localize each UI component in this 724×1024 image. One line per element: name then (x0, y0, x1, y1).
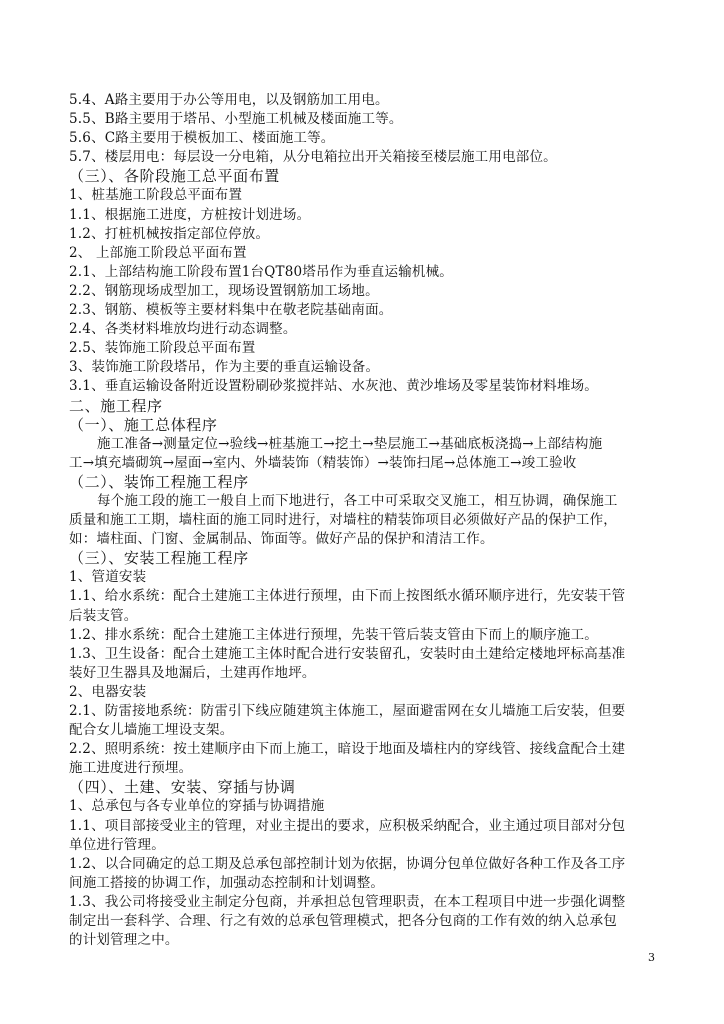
text-line: 1.3、我公司将接受业主制定分包商，并承担总包管理职责，在本工程项目中进一步强化调整 (69, 893, 626, 910)
text-line: 单位进行管理。 (69, 836, 165, 853)
section-heading: （四）、土建、安装、穿插与协调 (69, 778, 296, 797)
text-line: 间施工搭接的协调工作，加强动态控制和计划调整。 (69, 874, 385, 891)
chapter-heading: 二、施工程序 (69, 396, 163, 415)
page-number: 3 (648, 951, 655, 964)
text-line: 2.1、上部结构施工阶段布置1台QT80塔吊作为垂直运输机械。 (69, 263, 454, 280)
section-heading: （二）、装饰工程施工程序 (69, 472, 249, 491)
text-line: 2.3、钢筋、模板等主要材料集中在敬老院基础南面。 (69, 302, 393, 319)
text-line: 质量和施工工期，墙柱面的施工同时进行，对墙柱的精装饰项目必须做好产品的保护工作， (69, 512, 617, 529)
text-line: 工→填充墙砌筑→屋面→室内、外墙装饰（精装饰）→装饰扫尾→总体施工→竣工验收 (69, 454, 577, 471)
text-line: 5.7、楼层用电：每层设一分电箱，从分电箱拉出开关箱接至楼层施工用电部位。 (69, 149, 557, 166)
text-line: 配合女儿墙施工埋设支架。 (69, 722, 234, 739)
subsection-heading: 1、总承包与各专业单位的穿插与协调措施 (69, 798, 325, 815)
text-line: 每个施工段的施工一般自上而下地进行，各工中可采取交叉施工，相互协调，确保施工 (97, 492, 618, 509)
text-line: 施工进度进行预埋。 (69, 760, 193, 777)
section-heading: （一）、施工总体程序 (69, 415, 218, 434)
text-line: 1.3、卫生设备：配合土建施工主体时配合进行安装留孔，安装时由土建给定楼地坪标高基准 (69, 645, 626, 662)
text-line: 制定出一套科学、合理、行之有效的总承包管理模式，把各分包商的工作有效的纳入总承包 (69, 913, 617, 930)
text-line: 1.1、给水系统：配合土建施工主体进行预埋，由下而上按图纸水循环顺序进行，先安装干管 (69, 588, 626, 605)
text-line: 1.2、以合同确定的总工期及总承包部控制计划为依据，协调分包单位做好各种工作及各工序 (69, 855, 626, 872)
section-heading: （三）、各阶段施工总平面布置 (69, 167, 280, 186)
text-line: 2.5、装饰施工阶段总平面布置 (69, 340, 256, 357)
text-line: 5.4、A路主要用于办公等用电，以及钢筋加工用电。 (69, 92, 389, 108)
text-line: 的计划管理之中。 (69, 932, 179, 949)
text-line: 2.2、钢筋现场成型加工，现场设置钢筋加工场地。 (69, 282, 379, 299)
text-line: 1.2、打桩机械按指定部位停放。 (69, 225, 270, 242)
text-line: 3、装饰施工阶段塔吊，作为主要的垂直运输设备。 (69, 359, 380, 376)
document-body (69, 91, 659, 950)
text-line: 5.6、C路主要用于模板加工、楼面施工等。 (69, 130, 335, 147)
text-line: 施工准备→测量定位→验线→桩基施工→挖土→垫层施工→基础底板浇捣→上部结构施 (97, 435, 603, 452)
text-line: 后装支管。 (69, 607, 138, 624)
subsection-heading: 1、管道安装 (69, 569, 147, 586)
subsection-heading: 1、桩基施工阶段总平面布置 (69, 187, 243, 204)
subsection-heading: 2、电器安装 (69, 683, 147, 700)
text-line: 装好卫生器具及地漏后，土建再作地坪。 (69, 664, 316, 681)
text-line: 5.5、B路主要用于塔吊、小型施工机械及楼面施工等。 (69, 111, 403, 128)
text-line: 1.1、项目部接受业主的管理，对业主提出的要求，应积极采纳配合，业主通过项目部对分包 (69, 817, 626, 834)
subsection-heading: 2、 上部施工阶段总平面布置 (69, 244, 247, 261)
section-heading: （三）、安装工程施工程序 (69, 549, 249, 568)
text-line: 2.1、防雷接地系统：防雷引下线应随建筑主体施工，屋面避雷网在女儿墙施工后安装，但要 (69, 703, 626, 719)
text-line: 1.1、根据施工进度，方桩按计划进场。 (69, 206, 311, 223)
text-line: 如：墙柱面、门窗、金属制品、饰面等。做好产品的保护和清洁工作。 (69, 531, 494, 548)
text-line: 2.4、各类材料堆放均进行动态调整。 (69, 321, 297, 338)
text-line: 3.1、垂直运输设备附近设置粉刷砂浆搅拌站、水灰池、黄沙堆场及零星装饰材料堆场。 (69, 378, 598, 395)
text-line: 1.2、排水系统：配合土建施工主体进行预埋，先装干管后装支管由下而上的顺序施工。 (69, 626, 598, 643)
text-line: 2.2、照明系统：按土建顺序由下而上施工，暗设于地面及墙柱内的穿线管、接线盒配合土建 (69, 741, 626, 758)
